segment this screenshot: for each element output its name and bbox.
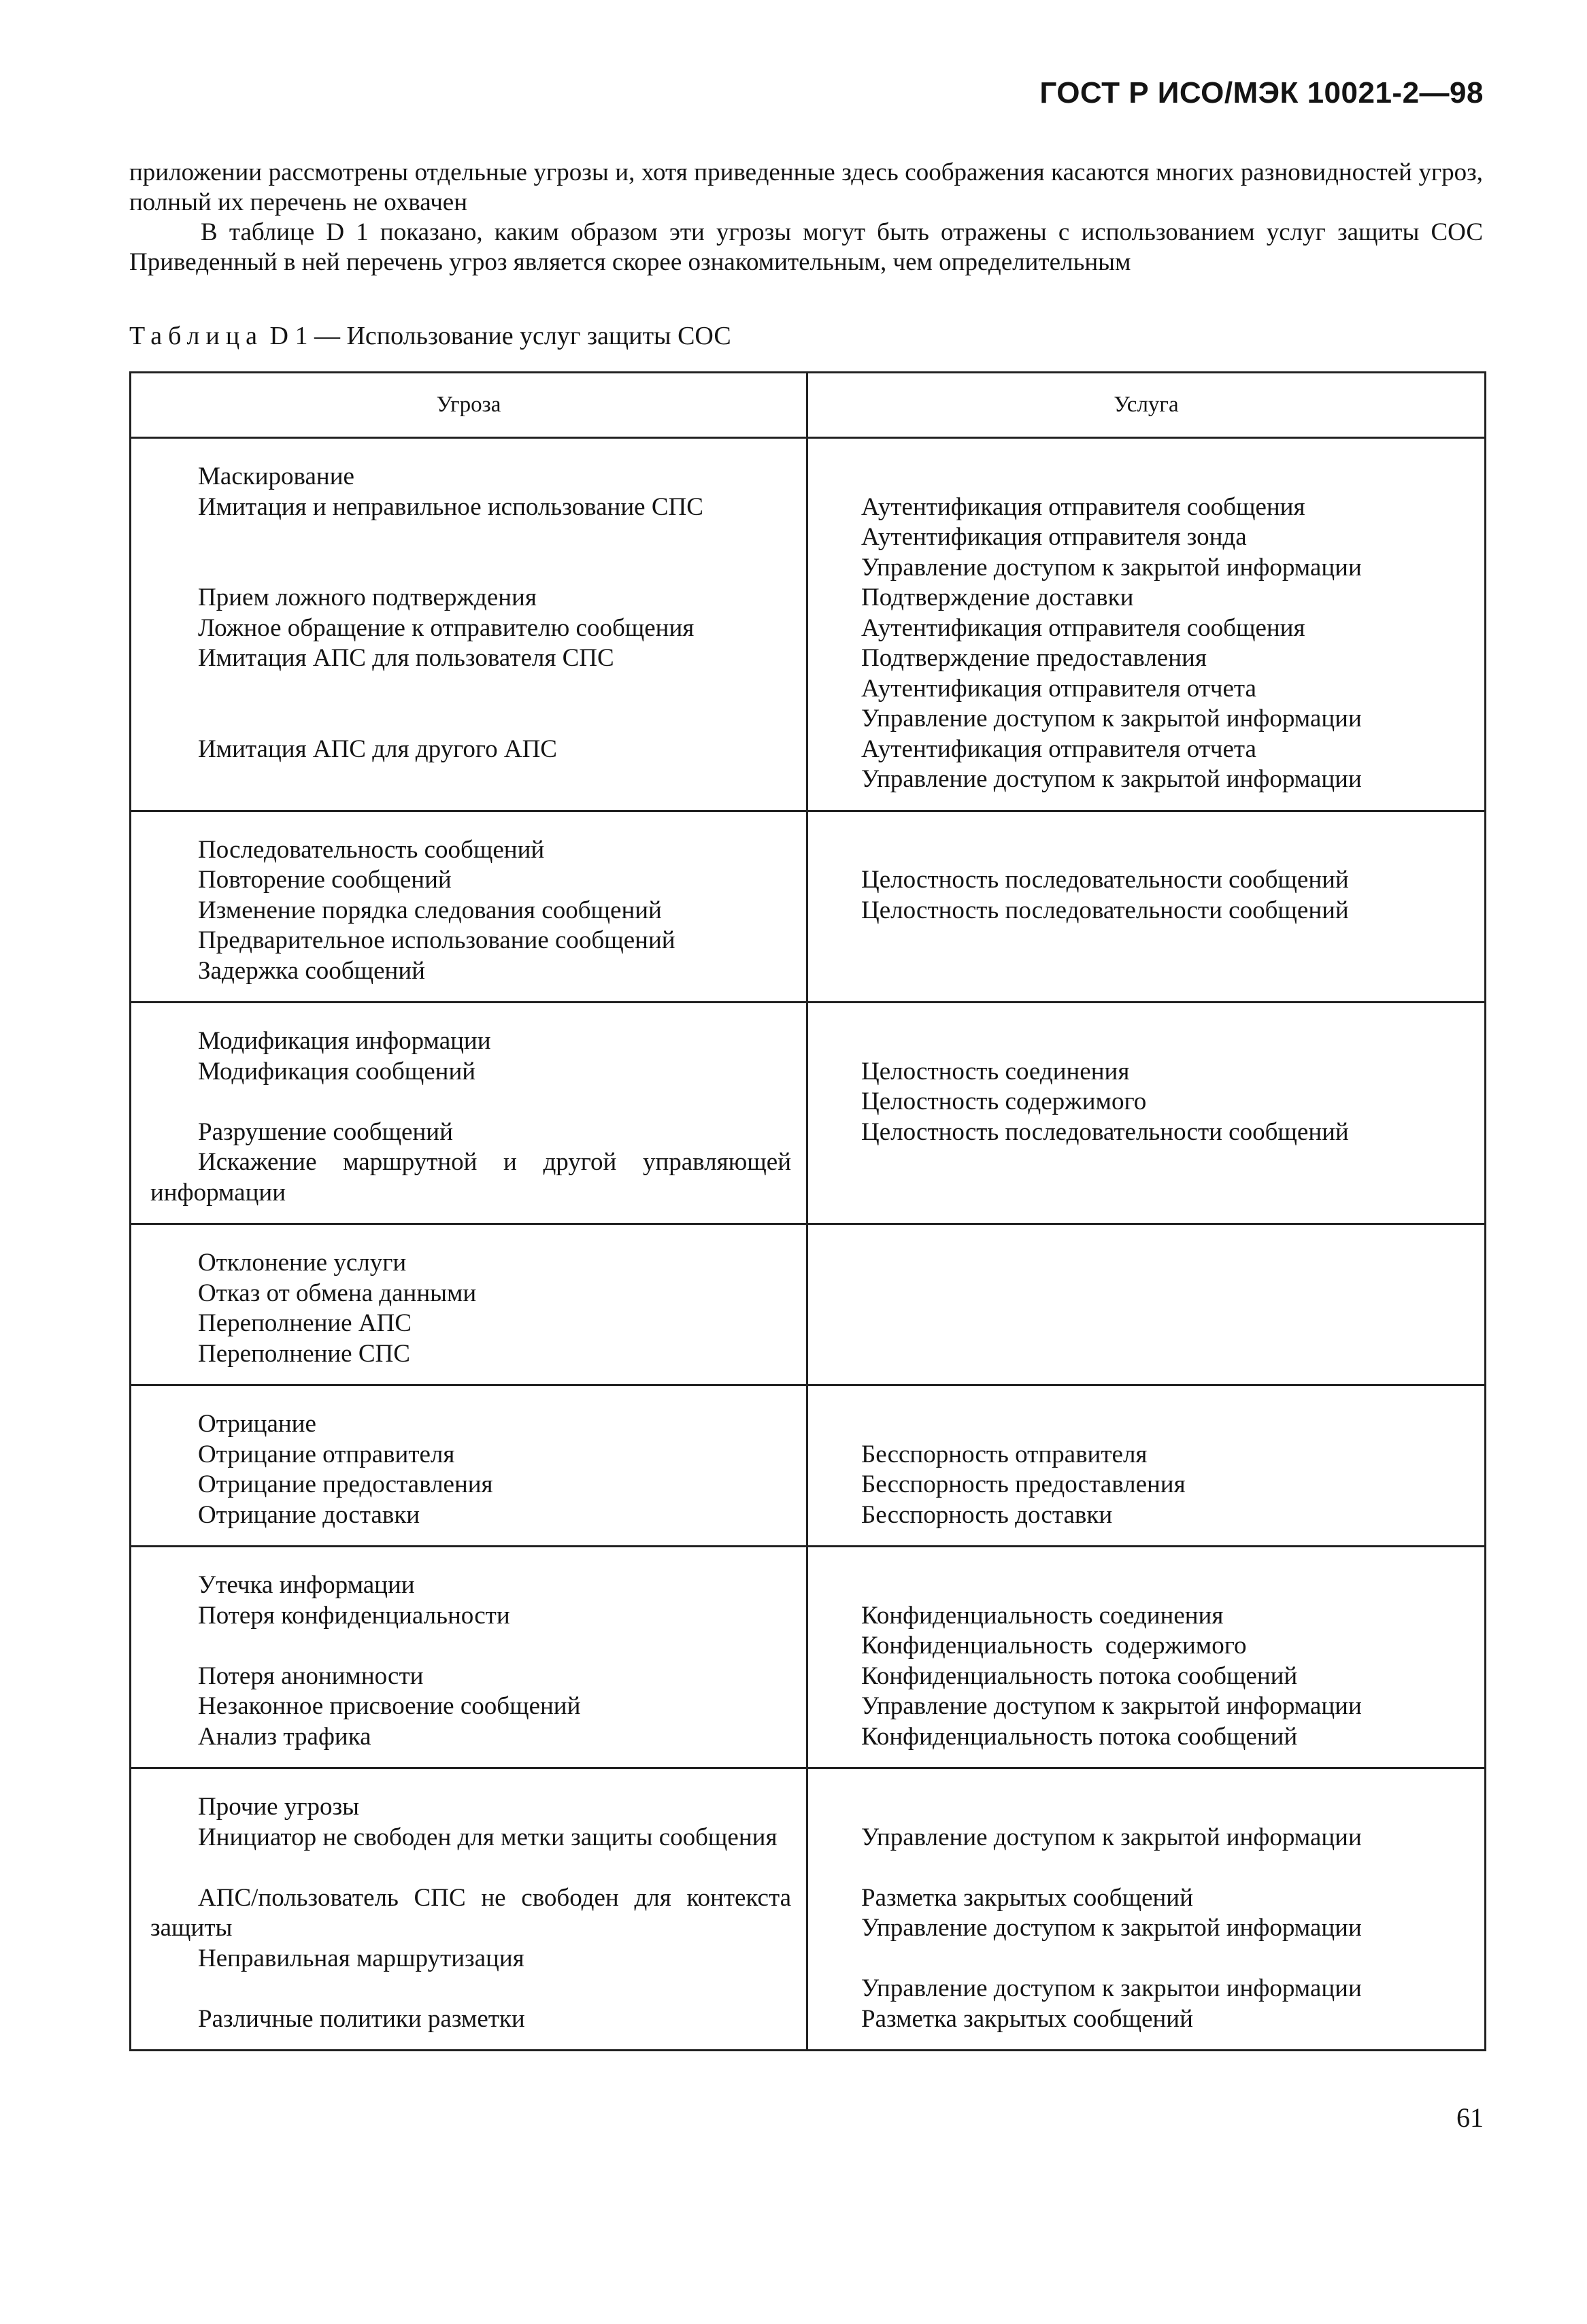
service-cell [808,1386,1484,1545]
service-item: Управление доступом к закрытои информации [861,1974,1362,2002]
intro-paragraph-2: В таблице D 1 показано, каким образом эти угрозы могут быть отражены с использованием услуг защиты СОС Приведенный в ней перечень угроз является скорее ознакомительным, чем определительным [129,218,1483,276]
service-item: Управление доступом к закрытой информации [861,1692,1362,1720]
table-group-masquerade [131,439,1484,812]
service-item: Управление доступом к закрытой информации [861,1823,1362,1851]
service-item: Целостность последовательности сообщений [861,866,1349,894]
table-header-row [131,373,1484,439]
page-number: 61 [1456,2102,1484,2133]
threat-category: Модификация информации [198,1027,491,1055]
service-item: Бесспорность предоставления [861,1470,1186,1498]
table-group-denial-of-service [131,1225,1484,1386]
service-item: Управление доступом к закрытой информации [861,705,1362,732]
threat-item: Разрушение сообщений [198,1117,453,1146]
threat-item: Имитация АПС для другого АПС [198,735,557,763]
service-cell [808,1769,1484,2049]
table-group-other [131,1769,1484,2049]
threat-cell [131,812,808,1002]
threat-item: Имитация и неправильное использование СПС [198,492,703,521]
threat-item: Имитация АПС для пользователя СПС [198,644,614,672]
threat-item: Задержка сообщений [198,956,425,985]
threat-item: Неправильная маршрутизация [198,1944,524,1972]
service-item: Управление доступом к закрытой информации [861,553,1362,582]
threat-cell [131,439,808,810]
service-item: Подтверждение доставки [861,584,1134,611]
service-item: Целостность последовательности сообщений [861,1117,1349,1146]
threat-category: Прочие угрозы [198,1793,359,1821]
caption-label: Таблица [129,322,264,350]
table-group-repudiation [131,1386,1484,1547]
threat-item: Потеря конфиденциальности [198,1601,510,1630]
service-item: Управление доступом к закрытой информации [861,765,1362,793]
service-item: Аутентификация отправителя отчета [861,735,1256,763]
service-item: Подтверждение предоставления [861,644,1207,672]
service-cell [808,439,1484,810]
threat-cell [131,1547,808,1767]
threat-item: Предварительное использование сообщений [198,926,675,954]
service-item: Конфиденциальность потока сообщений [861,1662,1298,1690]
caption-number: D 1 [269,322,308,350]
threat-cell [131,1769,808,2049]
threat-item: Изменение порядка следования сообщений [198,896,662,924]
threat-cell [131,1386,808,1545]
caption-title: — Использование услуг защиты СОС [314,322,731,350]
threat-item: Прием ложного подтверждения [198,584,537,611]
service-cell [808,1225,1484,1384]
threat-category: Маскирование [198,462,354,490]
table-group-modification [131,1003,1484,1225]
threat-item: АПС/пользователь СПС не свободен для контекста защиты [150,1883,791,1942]
service-item: Управление доступом к закрытой информации [861,1914,1362,1942]
threat-item: Переполнение СПС [198,1339,410,1368]
service-item: Разметка закрытых сообщений [861,2004,1193,2033]
threat-item: Потеря анонимности [198,1662,424,1690]
threat-item: Отказ от обмена данными [198,1279,477,1307]
service-item: Бесспорность отправителя [861,1440,1148,1468]
threat-item: Различные политики разметки [198,2004,525,2033]
service-item: Целостность последовательности сообщений [861,896,1349,924]
threat-item: Отрицание доставки [198,1500,420,1529]
threat-item: Переполнение АПС [198,1309,412,1337]
table-caption [129,321,731,351]
threat-item: Инициатор не свободен для метки защиты сообщения [198,1823,778,1851]
service-cell [808,1547,1484,1767]
service-item: Аутентификация отправителя сообщения [861,492,1305,521]
threat-item: Отрицание предоставления [198,1470,493,1498]
threat-category: Последовательность сообщений [198,835,545,864]
service-item: Конфиденциальность соединения [861,1601,1224,1630]
service-item: Целостность содержимого [861,1088,1147,1115]
service-item: Аутентификация отправителя сообщения [861,613,1305,642]
threat-item: Незаконное присвоение сообщений [198,1692,581,1720]
threat-category: Отклонение услуги [198,1249,407,1277]
threat-cell [131,1003,808,1223]
service-item: Целостность соединения [861,1057,1130,1085]
service-item: Конфиденциальность потока сообщений [861,1722,1298,1751]
service-cell [808,812,1484,1002]
service-cell [808,1003,1484,1223]
service-item: Аутентификация отправителя отчета [861,674,1256,703]
threat-category: Утечка информации [198,1571,415,1599]
document-code-header: ГОСТ Р ИСО/МЭК 10021-2—98 [1039,76,1484,110]
service-item: Аутентификация отправителя зонда [861,523,1247,551]
threat-item: Искажение маршрутной и другой управляющей информации [150,1148,791,1207]
service-item: Разметка закрытых сообщений [861,1883,1193,1912]
threat-item: Ложное обращение к отправителю сообщения [198,613,695,642]
threat-item: Модификация сообщений [198,1057,476,1085]
threat-item: Анализ трафика [198,1722,371,1751]
threat-item: Отрицание отправителя [198,1440,455,1468]
table-group-message-sequence [131,812,1484,1004]
service-item: Конфиденциальность содержимого [861,1632,1247,1660]
threat-item: Повторение сообщений [198,866,452,894]
intro-text [129,158,1483,277]
header-service: Услуга [1114,392,1179,417]
threat-category: Отрицание [198,1410,316,1438]
threat-cell [131,1225,808,1384]
header-threat: Угроза [131,373,808,437]
service-item: Бесспорность доставки [861,1500,1113,1529]
threat-service-table [129,371,1486,2051]
table-group-leakage [131,1547,1484,1769]
intro-paragraph-1: приложении рассмотрены отдельные угрозы и, хотя приведенные здесь соображения касаются многих разновидностей угроз, полный их перечень не охвачен [129,158,1483,216]
